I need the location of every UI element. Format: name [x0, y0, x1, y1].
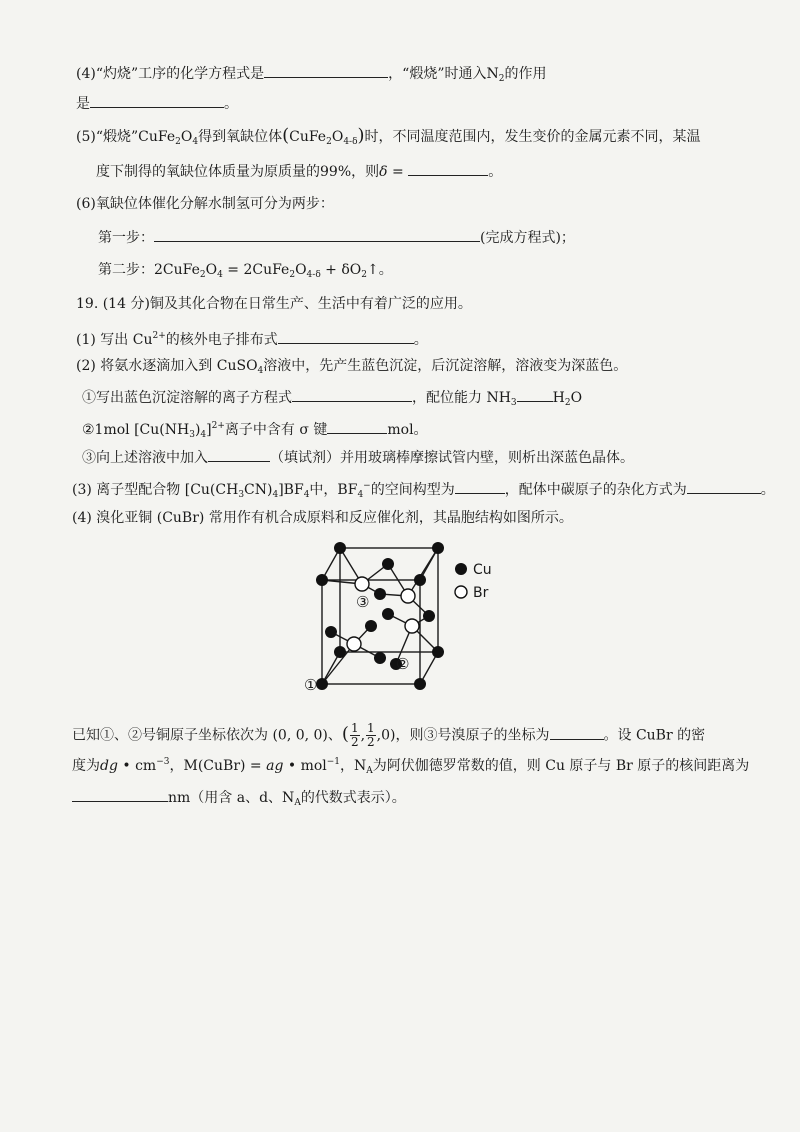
q4-answer-blank-1[interactable] [264, 62, 388, 78]
cu-atom [432, 646, 444, 658]
q19-p2i-blank[interactable] [292, 386, 412, 402]
q19-p1-blank[interactable] [278, 328, 414, 344]
q6-step2: 第二步：$2CuFe_2O_4$ = $2CuFe_2O_{4-\delta}$ + $\delta O_2↑$。 [98, 262, 393, 280]
q19-p4-blank-1[interactable] [550, 724, 604, 740]
cu-atom [316, 678, 328, 690]
q4-label: (4) [76, 66, 96, 82]
legend-cu-label: Cu [473, 562, 492, 578]
cu-atom [334, 542, 346, 554]
cu-atom [325, 626, 337, 638]
q19-p2ii-blank[interactable] [327, 418, 387, 434]
label-2: ② [396, 655, 410, 673]
q19-part3: (3) 离子型配合物 $[Cu(CH_3CN)_4]BF_4$中，$BF_4^-$的空间构型为 ，配体中碳原子的杂化方式为 。 [72, 476, 775, 505]
q4-line1: (4)“灼烧”工序的化学方程式是 ，“煅烧”时通入$N_2$的作用 [76, 62, 546, 89]
q19-known-line3: nm（用含 a、d、$N_A$的代数式表示）。 [72, 786, 406, 813]
cu-atom [432, 542, 444, 554]
q19-p3-blank-2[interactable] [687, 478, 761, 494]
q6-line1: (6)氧缺位体催化分解水制氢可分为两步： [76, 196, 334, 212]
q19-p2i-compare-blank[interactable] [517, 386, 553, 402]
q5-answer-blank[interactable] [408, 160, 488, 176]
cu-atom [414, 574, 426, 586]
fraction-half-1: $\frac{1}{2}$ [350, 721, 359, 749]
cubr-unit-cell-figure [296, 536, 516, 696]
cu-atom [316, 574, 328, 586]
q6-step1-blank[interactable] [154, 226, 480, 242]
label-3: ③ [356, 593, 370, 611]
legend-br-marker [455, 586, 467, 598]
q19-known-line2: 度为dg • $cm^{-3}$，M(CuBr) = ag • mol$^{-1}$，$N_A$为阿伏伽德罗常数的值，则 Cu 原子与 Br 原子的核间距离为 [72, 757, 750, 776]
cu-atom [374, 652, 386, 664]
q5-line1: (5)“煅烧$”CuFe_2O_4$得到氧缺位体$(CuFe_2O_{4-\delta})$时，不同温度范围内，发生变价的金属元素不同，某温 [76, 125, 701, 147]
cu-atom [365, 620, 377, 632]
q5-line2: 度下制得的氧缺位体质量为原质量的99%，则δ = 。 [96, 160, 502, 182]
label-1: ① [304, 676, 318, 694]
fraction-half-2: $\frac{1}{2}$ [367, 721, 375, 749]
br-atom [355, 577, 369, 591]
cu-atom [374, 588, 386, 600]
q4-answer-blank-2[interactable] [90, 92, 224, 108]
legend-cu-marker [455, 563, 467, 575]
q19-part2-i: ①写出蓝色沉淀溶解的离子方程式 ，配位能力 $NH_3$ $H_2O$ [82, 386, 582, 413]
cu-atom [423, 610, 435, 622]
cu-atom [382, 608, 394, 620]
q19-known-line1: 已知①、②号铜原子坐标依次为 (0, 0, 0)、( $\frac{1}{2}$ , $\frac{1}{2}$ ,0)，则③号溴原子的坐标为 。设 CuBr 的密 [72, 721, 706, 749]
q19-p2iii-blank[interactable] [208, 446, 270, 462]
cu-atom [334, 646, 346, 658]
br-atom [347, 637, 361, 651]
q19-part4: (4) 溴化亚铜 (CuBr) 常用作有机合成原料和反应催化剂，其晶胞结构如图所示。 [72, 510, 573, 526]
q19-part2: (2) 将氨水逐滴加入到 CuSO$_4$溶液中，先产生蓝色沉淀，后沉淀溶解，溶液变为深蓝色。 [76, 358, 628, 376]
q19-header: 19. (14 分)铜及其化合物在日常生产、生活中有着广泛的应用。 [76, 296, 472, 312]
q4-line2: 是 。 [76, 92, 238, 114]
cu-atom [414, 678, 426, 690]
q19-part2-ii: ②1mol $[Cu(NH_3)_4]^{2+}$离子中含有 σ 键 mol。 [82, 416, 428, 445]
q19-part1: (1) 写出 $Cu^{2+}$的核外电子排布式 。 [76, 326, 428, 350]
q6-step1: 第一步： (完成方程式)； [98, 226, 575, 248]
q19-p3-blank-1[interactable] [455, 478, 505, 494]
cu-atom [382, 558, 394, 570]
br-atom [405, 619, 419, 633]
q19-p4-blank-2[interactable] [72, 786, 168, 802]
br-atom [401, 589, 415, 603]
q19-part2-iii: ③向上述溶液中加入 （填试剂）并用玻璃棒摩擦试管内壁，则析出深蓝色晶体。 [82, 446, 634, 468]
legend-br-label: Br [473, 585, 489, 601]
